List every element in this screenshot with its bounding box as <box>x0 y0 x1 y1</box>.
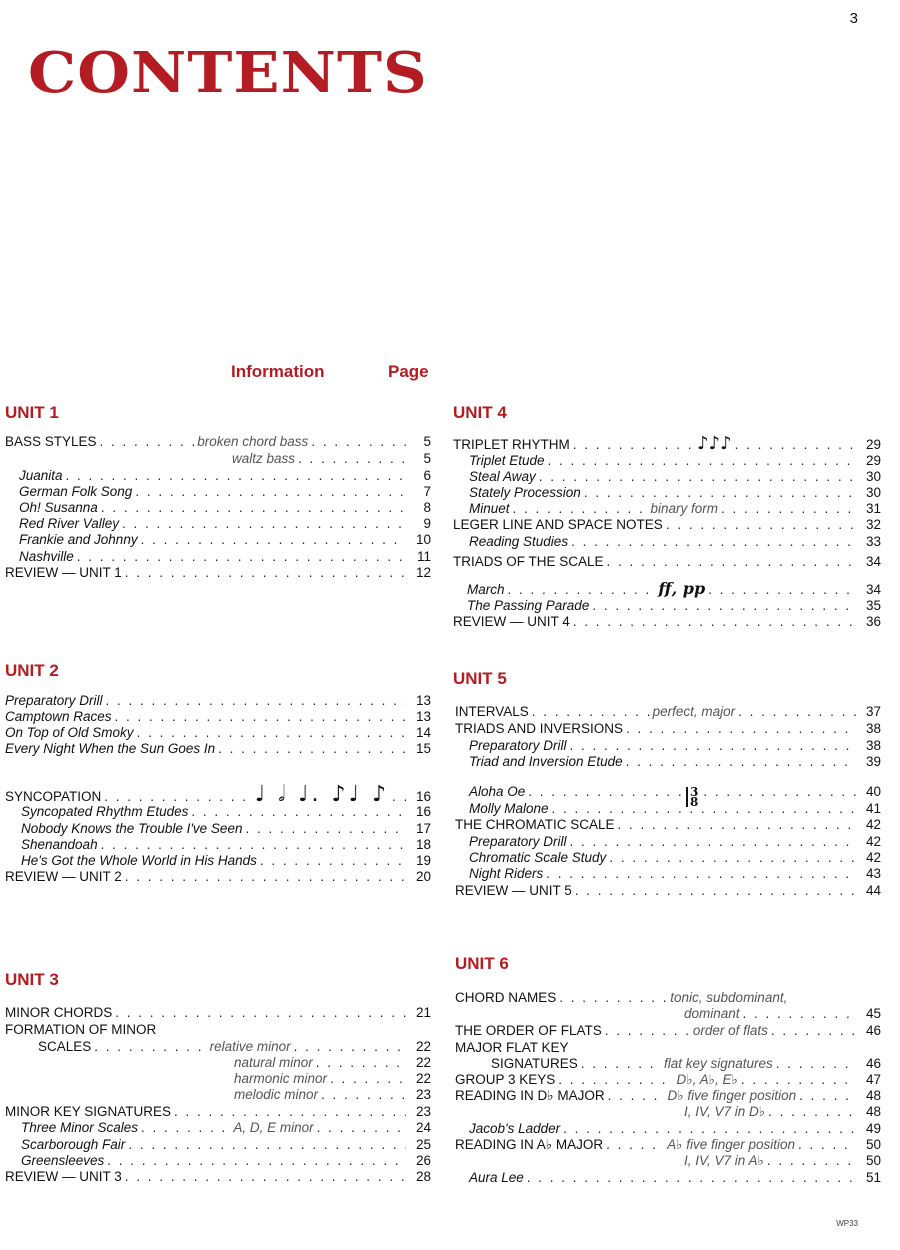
toc-row[interactable] <box>5 1070 431 1087</box>
entry-title: Three Minor Scales <box>21 1120 139 1135</box>
toc-row[interactable] <box>5 1038 431 1055</box>
entry-page: 12 <box>415 565 431 580</box>
entry-title: He's Got the Whole World in His Hands <box>21 853 257 868</box>
entry-page: 30 <box>865 485 881 500</box>
toc-row[interactable] <box>5 515 431 532</box>
toc-row[interactable] <box>5 724 431 741</box>
entry-title: Jacob's Ladder <box>469 1121 561 1136</box>
entry-page: 46 <box>865 1056 882 1071</box>
entry-title: TRIADS AND INVERSIONS <box>455 721 624 736</box>
entry-title: Nashville <box>19 549 74 564</box>
toc-row[interactable] <box>455 1039 881 1056</box>
toc-row[interactable] <box>455 1120 881 1137</box>
toc-row[interactable] <box>455 1022 881 1039</box>
entry-info: D♭ five finger position <box>667 1088 797 1103</box>
toc-row[interactable] <box>5 820 431 837</box>
unit-4-title: UNIT 4 <box>453 403 507 422</box>
toc-row[interactable] <box>455 989 881 1006</box>
entry-page: 20 <box>415 869 431 884</box>
page-title: CONTENTS <box>28 40 428 106</box>
entry-info: dominant <box>684 1006 740 1021</box>
entry-page: 34 <box>865 554 881 569</box>
toc-row[interactable] <box>5 740 431 757</box>
unit-6-title: UNIT 6 <box>455 954 509 973</box>
entry-title: Preparatory Drill <box>5 693 103 708</box>
toc-row[interactable] <box>5 708 431 725</box>
entry-page: 38 <box>865 721 881 736</box>
entry-title: LEGER LINE AND SPACE NOTES <box>453 517 663 532</box>
entry-page: 41 <box>865 801 881 816</box>
toc-row[interactable] <box>5 1168 431 1185</box>
toc-row[interactable] <box>455 1071 881 1088</box>
toc-row[interactable] <box>453 516 881 533</box>
entry-page: 29 <box>865 453 881 468</box>
entry-page: 9 <box>423 516 431 531</box>
toc-row[interactable] <box>455 1087 881 1104</box>
entry-page: 24 <box>415 1120 432 1135</box>
toc-row[interactable] <box>455 720 881 737</box>
toc-row[interactable] <box>455 737 881 754</box>
entry-page: 49 <box>865 1121 881 1136</box>
toc-row[interactable] <box>455 1136 881 1153</box>
entry-page: 23 <box>415 1104 431 1119</box>
entry-info: I, IV, V7 in A♭ <box>684 1153 764 1168</box>
toc-row[interactable] <box>5 692 431 709</box>
entry-title: SIGNATURES <box>491 1056 578 1071</box>
entry-info: relative minor <box>209 1039 291 1054</box>
entry-page: 40 <box>865 784 881 799</box>
entry-title: THE ORDER OF FLATS <box>455 1023 602 1038</box>
toc-row[interactable] <box>453 452 881 469</box>
toc-row[interactable] <box>5 531 431 548</box>
entry-page: 22 <box>415 1055 431 1070</box>
entry-info: A♭ five finger position <box>667 1137 796 1152</box>
entry-page: 16 <box>415 804 431 819</box>
entry-page: 44 <box>865 883 881 898</box>
entry-title: Reading Studies <box>469 534 569 549</box>
triplet-notes-icon: ♪♪♪ <box>697 433 732 454</box>
toc-row[interactable] <box>5 467 431 484</box>
toc-row[interactable] <box>455 849 881 866</box>
dynamics-icon: ff, pp <box>658 579 706 598</box>
entry-title: REVIEW — UNIT 4 <box>453 614 570 629</box>
toc-row[interactable] <box>5 852 431 869</box>
entry-page: 22 <box>415 1039 431 1054</box>
entry-page: 45 <box>865 1006 881 1021</box>
entry-title: MAJOR FLAT KEY <box>455 1040 569 1055</box>
entry-page: 47 <box>865 1072 882 1087</box>
entry-title: Syncopated Rhythm Etudes <box>21 804 189 819</box>
entry-title: Minuet <box>469 501 510 516</box>
toc-row[interactable] <box>455 1005 881 1022</box>
toc-row[interactable] <box>455 1055 881 1072</box>
toc-row[interactable] <box>5 1152 431 1169</box>
entry-title: INTERVALS <box>455 704 529 719</box>
entry-title: March <box>467 582 505 597</box>
toc-row[interactable] <box>453 435 881 452</box>
toc-row[interactable] <box>453 553 881 570</box>
entry-title: SYNCOPATION <box>5 789 102 804</box>
entry-page: 16 <box>415 789 431 804</box>
entry-page: 7 <box>423 484 431 499</box>
entry-info: A, D, E minor <box>233 1120 314 1135</box>
entry-title: The Passing Parade <box>467 598 590 613</box>
toc-row[interactable] <box>453 468 881 485</box>
entry-page: 51 <box>865 1170 881 1185</box>
toc-row[interactable] <box>455 882 881 899</box>
entry-page: 28 <box>415 1169 431 1184</box>
toc-row[interactable] <box>455 800 881 817</box>
entry-page: 31 <box>865 501 881 516</box>
toc-row[interactable] <box>455 1152 881 1169</box>
toc-row[interactable] <box>5 836 431 853</box>
toc-row[interactable] <box>453 580 881 597</box>
entry-page: 17 <box>415 821 431 836</box>
entry-title: BASS STYLES <box>5 434 97 449</box>
toc-row[interactable] <box>5 483 431 500</box>
entry-title: Steal Away <box>469 469 536 484</box>
entry-page: 23 <box>415 1087 431 1102</box>
toc-row[interactable] <box>455 816 881 833</box>
entry-title: Triplet Etude <box>469 453 545 468</box>
toc-row[interactable] <box>453 533 881 550</box>
entry-info: order of flats <box>692 1023 768 1038</box>
entry-title: TRIADS OF THE SCALE <box>453 554 604 569</box>
entry-page: 15 <box>415 741 431 756</box>
entry-page: 10 <box>415 532 431 547</box>
entry-title: Red River Valley <box>19 516 120 531</box>
entry-title: Molly Malone <box>469 801 549 816</box>
toc-row[interactable] <box>5 450 431 467</box>
toc-row[interactable] <box>5 499 431 516</box>
entry-title: Triad and Inversion Etude <box>469 754 623 769</box>
entry-page: 13 <box>415 693 431 708</box>
entry-page: 42 <box>865 817 881 832</box>
toc-row[interactable] <box>455 833 881 850</box>
entry-title: REVIEW — UNIT 3 <box>5 1169 122 1184</box>
entry-title: READING IN D♭ MAJOR <box>455 1088 605 1103</box>
entry-title: Preparatory Drill <box>469 738 567 753</box>
entry-page: 48 <box>865 1104 881 1119</box>
entry-page: 46 <box>865 1023 881 1038</box>
entry-page: 11 <box>416 549 431 564</box>
entry-page: 6 <box>423 468 431 483</box>
unit-2-title: UNIT 2 <box>5 661 59 680</box>
column-header-information: Information <box>231 362 325 381</box>
entry-info: D♭, A♭, E♭ <box>676 1072 738 1087</box>
toc-row[interactable] <box>5 1054 431 1071</box>
entry-page: 22 <box>415 1071 431 1086</box>
entry-title: REVIEW — UNIT 1 <box>5 565 122 580</box>
entry-page: 50 <box>865 1153 881 1168</box>
column-header-page: Page <box>388 362 429 381</box>
entry-title: Oh! Susanna <box>19 500 98 515</box>
entry-page: 35 <box>865 598 881 613</box>
entry-title: FORMATION OF MINOR <box>5 1022 157 1037</box>
entry-page: 48 <box>865 1088 882 1103</box>
entry-title: Aloha Oe <box>469 784 526 799</box>
entry-page: 50 <box>865 1137 882 1152</box>
toc-row[interactable] <box>455 703 881 720</box>
toc-row[interactable] <box>5 548 431 565</box>
entry-title: Night Riders <box>469 866 544 881</box>
entry-title: Stately Procession <box>469 485 581 500</box>
entry-title: READING IN A♭ MAJOR <box>455 1137 604 1152</box>
toc-row[interactable] <box>453 597 881 614</box>
entry-page: 14 <box>415 725 431 740</box>
entry-page: 5 <box>423 451 431 466</box>
entry-title: CHORD NAMES <box>455 990 557 1005</box>
toc-row[interactable] <box>5 433 431 450</box>
entry-page: 34 <box>865 582 882 597</box>
entry-title: Juanita <box>19 468 63 483</box>
entry-info: harmonic minor <box>234 1071 328 1086</box>
entry-title: REVIEW — UNIT 2 <box>5 869 122 884</box>
entry-page: 38 <box>865 738 881 753</box>
entry-title: Aura Lee <box>469 1170 524 1185</box>
entry-title: SCALES <box>38 1039 92 1054</box>
toc-row[interactable] <box>5 1021 431 1038</box>
toc-row[interactable] <box>455 865 881 882</box>
entry-page: 8 <box>423 500 431 515</box>
entry-info: waltz bass <box>232 451 296 466</box>
entry-title: Chromatic Scale Study <box>469 850 607 865</box>
entry-page: 42 <box>865 850 881 865</box>
entry-info: melodic minor <box>234 1087 319 1102</box>
entry-page: 18 <box>415 837 431 852</box>
toc-row[interactable] <box>5 782 431 807</box>
toc-row[interactable] <box>5 1119 431 1136</box>
syncopation-notes-icon: ♩ 𝅗𝅥 ♩. ♪♩ ♪ <box>254 782 389 807</box>
toc-row[interactable] <box>5 868 431 885</box>
catalog-code: WP33 <box>836 1219 858 1228</box>
entry-title: Preparatory Drill <box>469 834 567 849</box>
entry-title: German Folk Song <box>19 484 133 499</box>
toc-row[interactable] <box>455 1169 881 1186</box>
toc-row[interactable] <box>453 613 881 630</box>
entry-page: 13 <box>415 709 431 724</box>
entry-info: flat key signatures <box>663 1056 773 1071</box>
time-signature-icon: 3 8 <box>686 787 698 807</box>
entry-page: 5 <box>423 434 431 449</box>
entry-title: Shenandoah <box>21 837 98 852</box>
unit-3-title: UNIT 3 <box>5 970 59 989</box>
entry-title: Greensleeves <box>21 1153 105 1168</box>
entry-title: Scarborough Fair <box>21 1137 126 1152</box>
page-number: 3 <box>849 10 858 27</box>
entry-title: MINOR KEY SIGNATURES <box>5 1104 172 1119</box>
toc-row[interactable] <box>5 1086 431 1103</box>
entry-info: broken chord bass <box>197 434 309 449</box>
entry-info: natural minor <box>234 1055 313 1070</box>
entry-title: Frankie and Johnny <box>19 532 138 547</box>
entry-page: 32 <box>865 517 881 532</box>
entry-title: MINOR CHORDS <box>5 1005 113 1020</box>
entry-title: Every Night When the Sun Goes In <box>5 741 216 756</box>
entry-title: REVIEW — UNIT 5 <box>455 883 572 898</box>
entry-info: binary form <box>650 501 719 516</box>
toc-row[interactable] <box>5 803 431 820</box>
entry-page: 36 <box>865 614 881 629</box>
entry-info: perfect, major <box>652 704 736 719</box>
entry-title: Nobody Knows the Trouble I've Seen <box>21 821 243 836</box>
entry-title: GROUP 3 KEYS <box>455 1072 556 1087</box>
toc-row[interactable] <box>453 484 881 501</box>
entry-page: 25 <box>415 1137 431 1152</box>
toc-row[interactable] <box>5 1004 431 1021</box>
toc-row[interactable] <box>455 753 881 770</box>
unit-5-title: UNIT 5 <box>453 669 507 688</box>
entry-title: THE CHROMATIC SCALE <box>455 817 615 832</box>
entry-page: 29 <box>865 437 882 452</box>
toc-row[interactable] <box>5 1103 431 1120</box>
entry-info: I, IV, V7 in D♭ <box>684 1104 766 1119</box>
toc-row[interactable] <box>5 1136 431 1153</box>
unit-1-title: UNIT 1 <box>5 403 59 422</box>
entry-page: 37 <box>865 704 881 719</box>
entry-title: On Top of Old Smoky <box>5 725 134 740</box>
entry-page: 26 <box>415 1153 431 1168</box>
entry-info: tonic, subdominant, <box>670 990 788 1005</box>
entry-page: 30 <box>865 469 881 484</box>
toc-row[interactable] <box>453 500 881 517</box>
entry-page: 33 <box>865 534 881 549</box>
entry-title: Camptown Races <box>5 709 112 724</box>
entry-title: TRIPLET RHYTHM <box>453 437 570 452</box>
toc-row[interactable] <box>5 564 431 581</box>
toc-row[interactable] <box>455 1103 881 1120</box>
entry-page: 39 <box>865 754 881 769</box>
entry-page: 42 <box>865 834 881 849</box>
entry-page: 43 <box>865 866 881 881</box>
entry-page: 21 <box>415 1005 431 1020</box>
entry-page: 19 <box>415 853 431 868</box>
